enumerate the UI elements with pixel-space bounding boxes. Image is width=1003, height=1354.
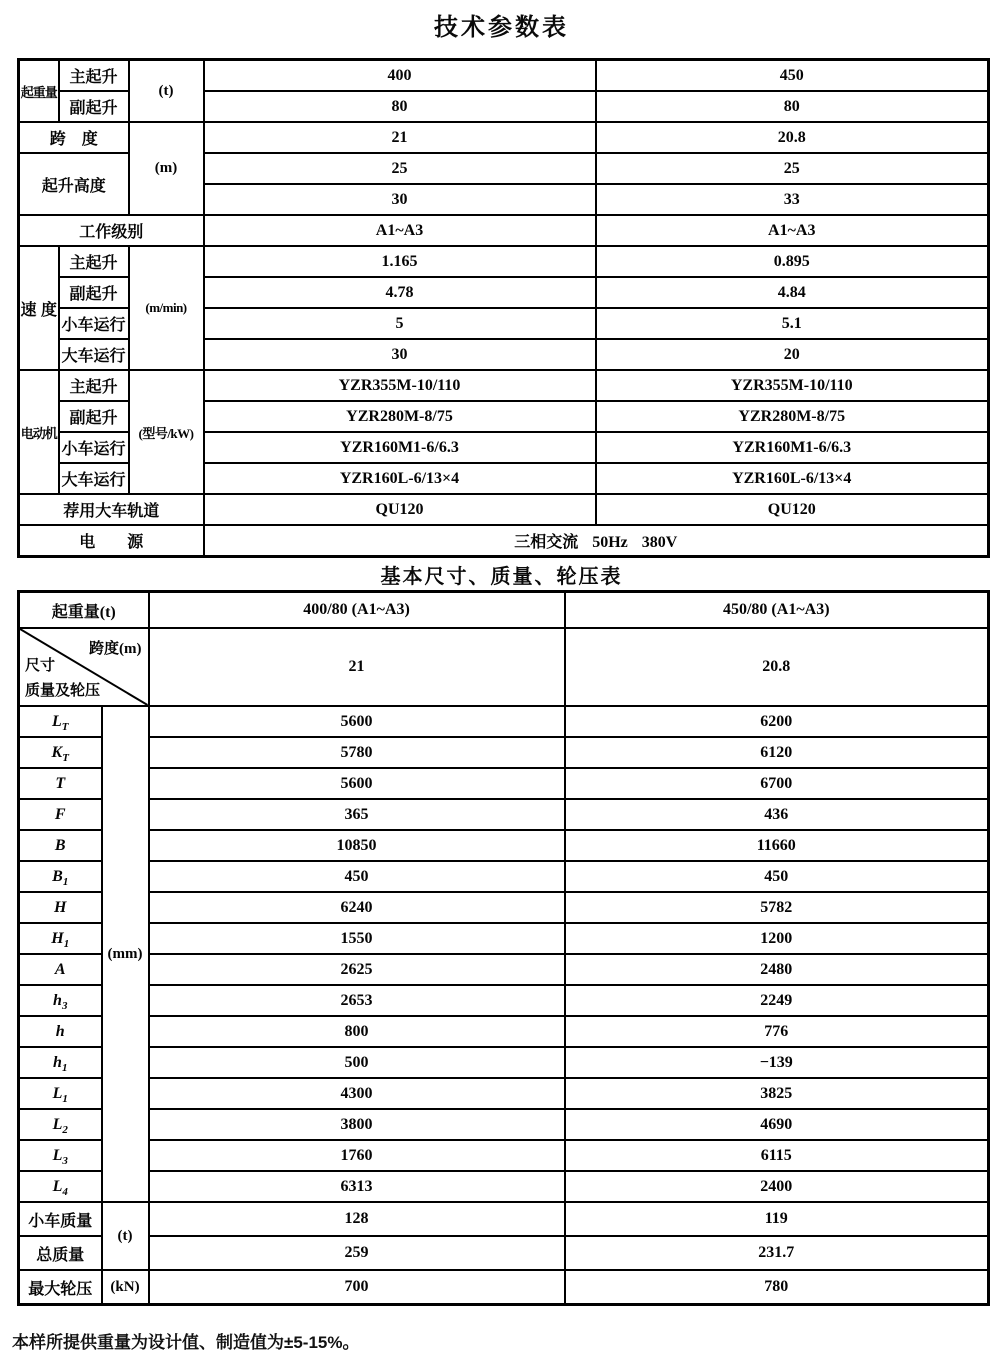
cell-h1-c1: 500 xyxy=(149,1047,565,1078)
cell-speed-crane-c1: 30 xyxy=(204,339,596,370)
cell-H-c1: 6240 xyxy=(149,892,565,923)
table-row xyxy=(19,1270,989,1305)
cell-motor-main-c1: YZR355M-10/110 xyxy=(204,370,596,401)
cell-motor-aux-c2: YZR280M-8/75 xyxy=(596,401,989,432)
cell-motor-trolley-c2: YZR160M1-6/6.3 xyxy=(596,432,989,463)
dim-label-A: A xyxy=(19,954,102,985)
header-label-capacity: 起重量(t) xyxy=(19,592,149,629)
table-row xyxy=(19,628,989,706)
table-row xyxy=(19,706,989,737)
cell-L4-c1: 6313 xyxy=(149,1171,565,1202)
table-row xyxy=(19,1236,989,1270)
cell-rail-c2: QU120 xyxy=(596,494,989,525)
cell-speed-main-c2: 0.895 xyxy=(596,246,989,277)
cell-h3-c1: 2653 xyxy=(149,985,565,1016)
diagonal-mass-wheel-label: 质量及轮压 xyxy=(25,682,101,699)
cell-trolley-mass-c2: 119 xyxy=(565,1202,989,1236)
table-row xyxy=(19,799,989,830)
header-col1: 400/80 (A1~A3) xyxy=(149,592,565,629)
cell-LT-c2: 6200 xyxy=(565,706,989,737)
table-row xyxy=(19,830,989,861)
table-row xyxy=(19,215,989,246)
cell-speed-main-c1: 1.165 xyxy=(204,246,596,277)
dim-label-H: H xyxy=(19,892,102,923)
cell-span-c1: 21 xyxy=(204,122,596,153)
row-label-motor-main-hoist: 主起升 xyxy=(59,370,129,401)
cell-B1-c1: 450 xyxy=(149,861,565,892)
table-row xyxy=(19,737,989,768)
cell-wheel-load-c1: 700 xyxy=(149,1270,565,1305)
cell-T-c1: 5600 xyxy=(149,768,565,799)
row-label-speed-aux-hoist: 副起升 xyxy=(59,277,129,308)
dim-label-L4: $L_4$ xyxy=(19,1171,102,1202)
row-label-main-hoist: 主起升 xyxy=(59,60,129,92)
cell-motor-crane-c2: YZR160L-6/13×4 xyxy=(596,463,989,494)
cell-F-c1: 365 xyxy=(149,799,565,830)
cell-main-hoist-c1: 400 xyxy=(204,60,596,92)
row-label-duty-class: 工作级别 xyxy=(19,215,204,246)
cell-KT-c2: 6120 xyxy=(565,737,989,768)
power-value-volt: 380V xyxy=(641,534,678,551)
table-row xyxy=(19,1171,989,1202)
cell-rail-c1: QU120 xyxy=(204,494,596,525)
unit-label-m-min: (m/min) xyxy=(129,246,204,370)
tech-params-table xyxy=(17,58,990,558)
cell-speed-trolley-c2: 5.1 xyxy=(596,308,989,339)
cell-A-c1: 2625 xyxy=(149,954,565,985)
unit-label-m: (m) xyxy=(129,122,204,215)
page-title-tech-params: 技术参数表 xyxy=(434,14,569,41)
unit-label-t2: (t) xyxy=(102,1202,149,1270)
cell-h3-c2: 2249 xyxy=(565,985,989,1016)
cell-aux-hoist-c1: 80 xyxy=(204,91,596,122)
unit-label-model-kw: (型号/kW) xyxy=(129,370,204,494)
cell-B1-c2: 450 xyxy=(565,861,989,892)
table-row xyxy=(19,525,989,557)
dim-label-B1: $B_1$ xyxy=(19,861,102,892)
cell-height2-c1: 30 xyxy=(204,184,596,215)
cell-aux-hoist-c2: 80 xyxy=(596,91,989,122)
dim-label-KT: $K_T$ xyxy=(19,737,102,768)
cell-height1-c1: 25 xyxy=(204,153,596,184)
cell-L3-c2: 6115 xyxy=(565,1140,989,1171)
dim-label-L2: $L_2$ xyxy=(19,1109,102,1140)
cell-h1-c2: −139 xyxy=(565,1047,989,1078)
power-value-cn: 三相交流 xyxy=(514,534,579,551)
cell-height2-c2: 33 xyxy=(596,184,989,215)
diagonal-span-label: 跨度(m) xyxy=(89,641,142,657)
cell-motor-main-c2: YZR355M-10/110 xyxy=(596,370,989,401)
cell-span2-c2: 20.8 xyxy=(565,628,989,706)
cell-F-c2: 436 xyxy=(565,799,989,830)
cell-total-mass-c2: 231.7 xyxy=(565,1236,989,1270)
cell-total-mass-c1: 259 xyxy=(149,1236,565,1270)
row-label-speed-crane: 大车运行 xyxy=(59,339,129,370)
table-row xyxy=(19,122,989,153)
row-label-motor-crane: 大车运行 xyxy=(59,463,129,494)
cell-H1-c1: 1550 xyxy=(149,923,565,954)
dim-label-B: B xyxy=(19,830,102,861)
group-label-speed: 速 度 xyxy=(19,246,59,370)
dimensions-mass-wheel-table xyxy=(17,590,990,1306)
cell-H-c2: 5782 xyxy=(565,892,989,923)
page-title-dimensions: 基本尺寸、质量、轮压表 xyxy=(380,566,623,588)
cell-H1-c2: 1200 xyxy=(565,923,989,954)
cell-trolley-mass-c1: 128 xyxy=(149,1202,565,1236)
cell-span-c2: 20.8 xyxy=(596,122,989,153)
row-label-lifting-height: 起升高度 xyxy=(19,153,129,215)
row-label-speed-trolley: 小车运行 xyxy=(59,308,129,339)
cell-motor-trolley-c1: YZR160M1-6/6.3 xyxy=(204,432,596,463)
row-label-aux-hoist: 副起升 xyxy=(59,91,129,122)
row-label-trolley-mass: 小车质量 xyxy=(19,1202,102,1236)
cell-KT-c1: 5780 xyxy=(149,737,565,768)
dim-label-H1: $H_1$ xyxy=(19,923,102,954)
header-col2: 450/80 (A1~A3) xyxy=(565,592,989,629)
table-row xyxy=(19,1047,989,1078)
dim-label-L1: $L_1$ xyxy=(19,1078,102,1109)
table-row xyxy=(19,494,989,525)
cell-B-c2: 11660 xyxy=(565,830,989,861)
table-row xyxy=(19,60,989,92)
table-row xyxy=(19,768,989,799)
row-label-speed-main-hoist: 主起升 xyxy=(59,246,129,277)
table-row xyxy=(19,1140,989,1171)
table-row xyxy=(19,861,989,892)
dim-label-h3: $h_3$ xyxy=(19,985,102,1016)
table-row xyxy=(19,246,989,277)
cell-B-c1: 10850 xyxy=(149,830,565,861)
table-row xyxy=(19,592,989,629)
dim-label-T: T xyxy=(19,768,102,799)
cell-height1-c2: 25 xyxy=(596,153,989,184)
cell-duty-c2: A1~A3 xyxy=(596,215,989,246)
cell-wheel-load-c2: 780 xyxy=(565,1270,989,1305)
footnote-text: 本样所提供重量为设计值、制造值为±5-15%。 xyxy=(12,1333,360,1352)
cell-duty-c1: A1~A3 xyxy=(204,215,596,246)
cell-main-hoist-c2: 450 xyxy=(596,60,989,92)
row-label-motor-trolley: 小车运行 xyxy=(59,432,129,463)
power-value-hz: 50Hz xyxy=(592,534,628,551)
cell-T-c2: 6700 xyxy=(565,768,989,799)
table-row xyxy=(19,892,989,923)
row-label-rail: 荐用大车轨道 xyxy=(19,494,204,525)
table-row xyxy=(19,1202,989,1236)
cell-h-c2: 776 xyxy=(565,1016,989,1047)
cell-L4-c2: 2400 xyxy=(565,1171,989,1202)
unit-label-kn: (kN) xyxy=(102,1270,149,1305)
row-label-span: 跨 度 xyxy=(19,122,129,153)
dim-label-h1: $h_1$ xyxy=(19,1047,102,1078)
cell-LT-c1: 5600 xyxy=(149,706,565,737)
cell-motor-aux-c1: YZR280M-8/75 xyxy=(204,401,596,432)
cell-motor-crane-c1: YZR160L-6/13×4 xyxy=(204,463,596,494)
table-row xyxy=(19,1078,989,1109)
cell-L1-c2: 3825 xyxy=(565,1078,989,1109)
table-row xyxy=(19,1109,989,1140)
cell-speed-trolley-c1: 5 xyxy=(204,308,596,339)
table-row xyxy=(19,923,989,954)
row-label-power: 电 源 xyxy=(19,525,204,557)
table-row xyxy=(19,954,989,985)
dim-label-LT: $L_T$ xyxy=(19,706,102,737)
diagonal-header-cell xyxy=(19,628,149,706)
cell-A-c2: 2480 xyxy=(565,954,989,985)
unit-label-mm: (mm) xyxy=(102,706,149,1202)
row-label-motor-aux-hoist: 副起升 xyxy=(59,401,129,432)
table-row xyxy=(19,985,989,1016)
table-row xyxy=(19,1016,989,1047)
diagonal-dims-label: 尺寸 xyxy=(25,657,56,674)
unit-label-t: (t) xyxy=(129,60,204,123)
group-label-lifting-capacity: 起重量 xyxy=(19,60,59,123)
table-row xyxy=(19,370,989,401)
dim-label-F: F xyxy=(19,799,102,830)
group-label-motor: 电动机 xyxy=(19,370,59,494)
row-label-max-wheel-load: 最大轮压 xyxy=(19,1270,102,1305)
row-label-total-mass: 总质量 xyxy=(19,1236,102,1270)
cell-speed-crane-c2: 20 xyxy=(596,339,989,370)
cell-span2-c1: 21 xyxy=(149,628,565,706)
cell-h-c1: 800 xyxy=(149,1016,565,1047)
cell-L2-c2: 4690 xyxy=(565,1109,989,1140)
cell-speed-aux-c1: 4.78 xyxy=(204,277,596,308)
cell-L2-c1: 3800 xyxy=(149,1109,565,1140)
cell-power-value xyxy=(204,525,989,557)
cell-L3-c1: 1760 xyxy=(149,1140,565,1171)
cell-speed-aux-c2: 4.84 xyxy=(596,277,989,308)
dim-label-h: h xyxy=(19,1016,102,1047)
dim-label-L3: $L_3$ xyxy=(19,1140,102,1171)
cell-L1-c1: 4300 xyxy=(149,1078,565,1109)
